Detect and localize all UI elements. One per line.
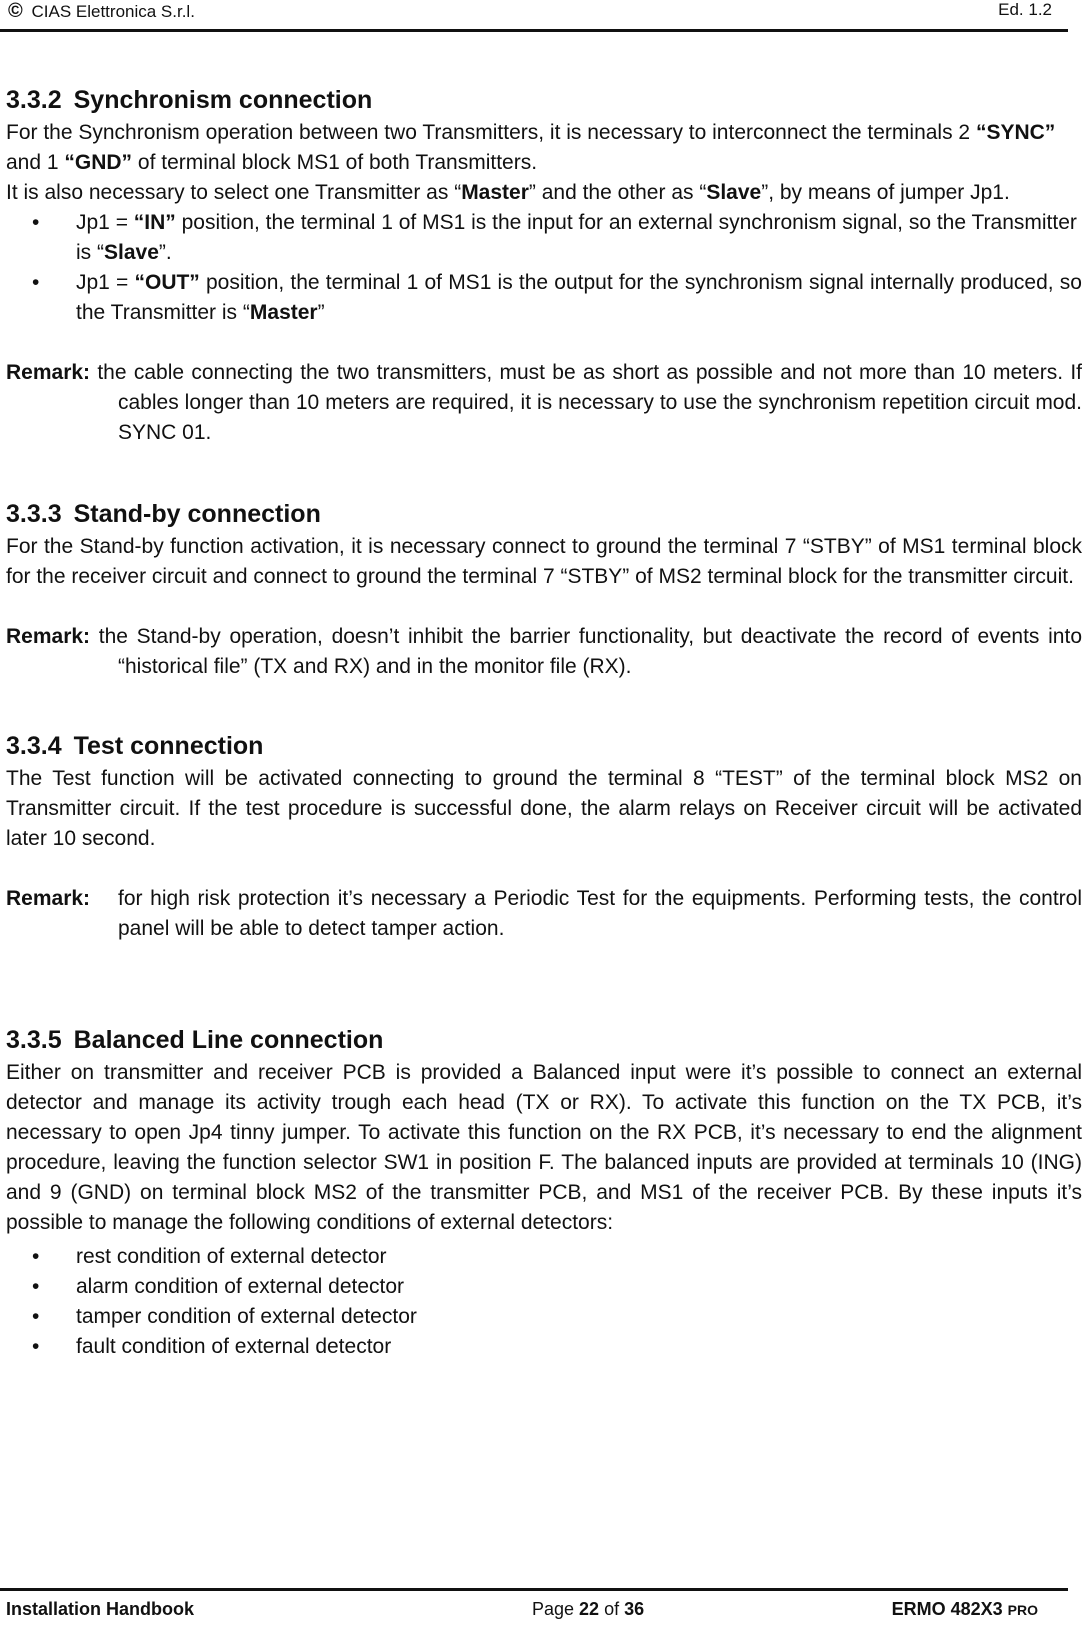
footer-product-name: ERMO 482X3 PRO bbox=[891, 1599, 1038, 1619]
bullet-icon: • bbox=[32, 1305, 40, 1328]
bullet-icon: • bbox=[32, 1245, 40, 1268]
paragraph: It is also necessary to select one Transmitter as “Master” and the other as “Slave”, by means of jumper Jp1. bbox=[6, 181, 1010, 204]
remark-note: Remark: the cable connecting the two transmitters, must be as short as possible and not more than 10 meters. If cables longer than 10 meters are required, it is necessary to use the synchronism repetition circuit mod. SYNC 01. bbox=[6, 361, 1082, 444]
footer-handbook-title: Installation Handbook bbox=[6, 1599, 195, 1619]
list-item: • fault condition of external detector bbox=[6, 1332, 1082, 1362]
list-item: • tamper condition of external detector bbox=[6, 1302, 1082, 1332]
page-footer bbox=[0, 1588, 1068, 1628]
section-heading-3-3-2: 3.3.2 Synchronism connection bbox=[6, 86, 373, 114]
list-item: • Jp1 = “IN” position, the terminal 1 of MS1 is the input for an external synchronism signal, so the Transmitter is “Slave”. bbox=[6, 208, 1082, 268]
paragraph: Either on transmitter and receiver PCB is provided a Balanced input were it’s possible to connect an external detector and manage its activity trough each head (TX or RX). To activate this function on the TX PCB, it’s necessary to open Jp4 tinny jumper. To activate this function on the RX PCB, it’s necessary to end the alignment procedure, leaving the function selector SW1 in position F. The balanced inputs are provided at terminals 10 (ING) and 9 (GND) on terminal block MS2 of the transmitter PCB, and MS1 of the receiver PCB. By these inputs it’s possible to manage the following conditions of external detectors: bbox=[6, 1061, 1082, 1234]
company-name: CIAS Elettronica S.r.l. bbox=[31, 2, 195, 21]
paragraph: The Test function will be activated connecting to ground the terminal 8 “TEST” of the terminal block MS2 on Transmitter circuit. If the test procedure is successful done, the alarm relays on Receiver circuit will be activated later 10 second. bbox=[6, 767, 1082, 850]
page-content bbox=[6, 82, 1082, 1362]
section-heading-3-3-5: 3.3.5 Balanced Line connection bbox=[6, 1026, 384, 1054]
remark-note: Remark: for high risk protection it’s necessary a Periodic Test for the equipments. Performing tests, the control panel will be able to detect tamper action. bbox=[6, 887, 1082, 940]
section-heading-3-3-4: 3.3.4 Test connection bbox=[6, 732, 264, 760]
conditions-list bbox=[6, 1242, 1082, 1362]
list-item: • Jp1 = “OUT” position, the terminal 1 of MS1 is the output for the synchronism signal internally produced, so the Transmitter is “Master” bbox=[6, 268, 1082, 328]
bullet-icon: • bbox=[32, 211, 40, 234]
header-company bbox=[8, 0, 195, 23]
list-item: • rest condition of external detector bbox=[6, 1242, 1082, 1272]
bullet-icon: • bbox=[32, 1275, 40, 1298]
paragraph: For the Synchronism operation between two Transmitters, it is necessary to interconnect the terminals 2 “SYNC” and 1 “GND” of terminal block MS1 of both Transmitters. bbox=[6, 121, 1056, 174]
paragraph: For the Stand-by function activation, it is necessary connect to ground the terminal 7 “STBY” of MS1 terminal block for the receiver circuit and connect to ground the terminal 7 “STBY” of MS2 terminal block for the transmitter circuit. bbox=[6, 535, 1082, 588]
bullet-icon: • bbox=[32, 271, 40, 294]
remark-note: Remark: the Stand-by operation, doesn’t inhibit the barrier functionality, but deactivate the record of events into “historical file” (TX and RX) and in the monitor file (RX). bbox=[6, 625, 1082, 678]
jumper-list bbox=[6, 208, 1082, 328]
page-header bbox=[0, 0, 1068, 32]
section-heading-3-3-3: 3.3.3 Stand-by connection bbox=[6, 500, 321, 528]
edition-label: Ed. 1.2 bbox=[998, 0, 1052, 19]
page-number: Page 22 of 36 bbox=[532, 1599, 645, 1619]
list-item: • alarm condition of external detector bbox=[6, 1272, 1082, 1302]
copyright-icon: © bbox=[8, 0, 23, 22]
bullet-icon: • bbox=[32, 1335, 40, 1358]
